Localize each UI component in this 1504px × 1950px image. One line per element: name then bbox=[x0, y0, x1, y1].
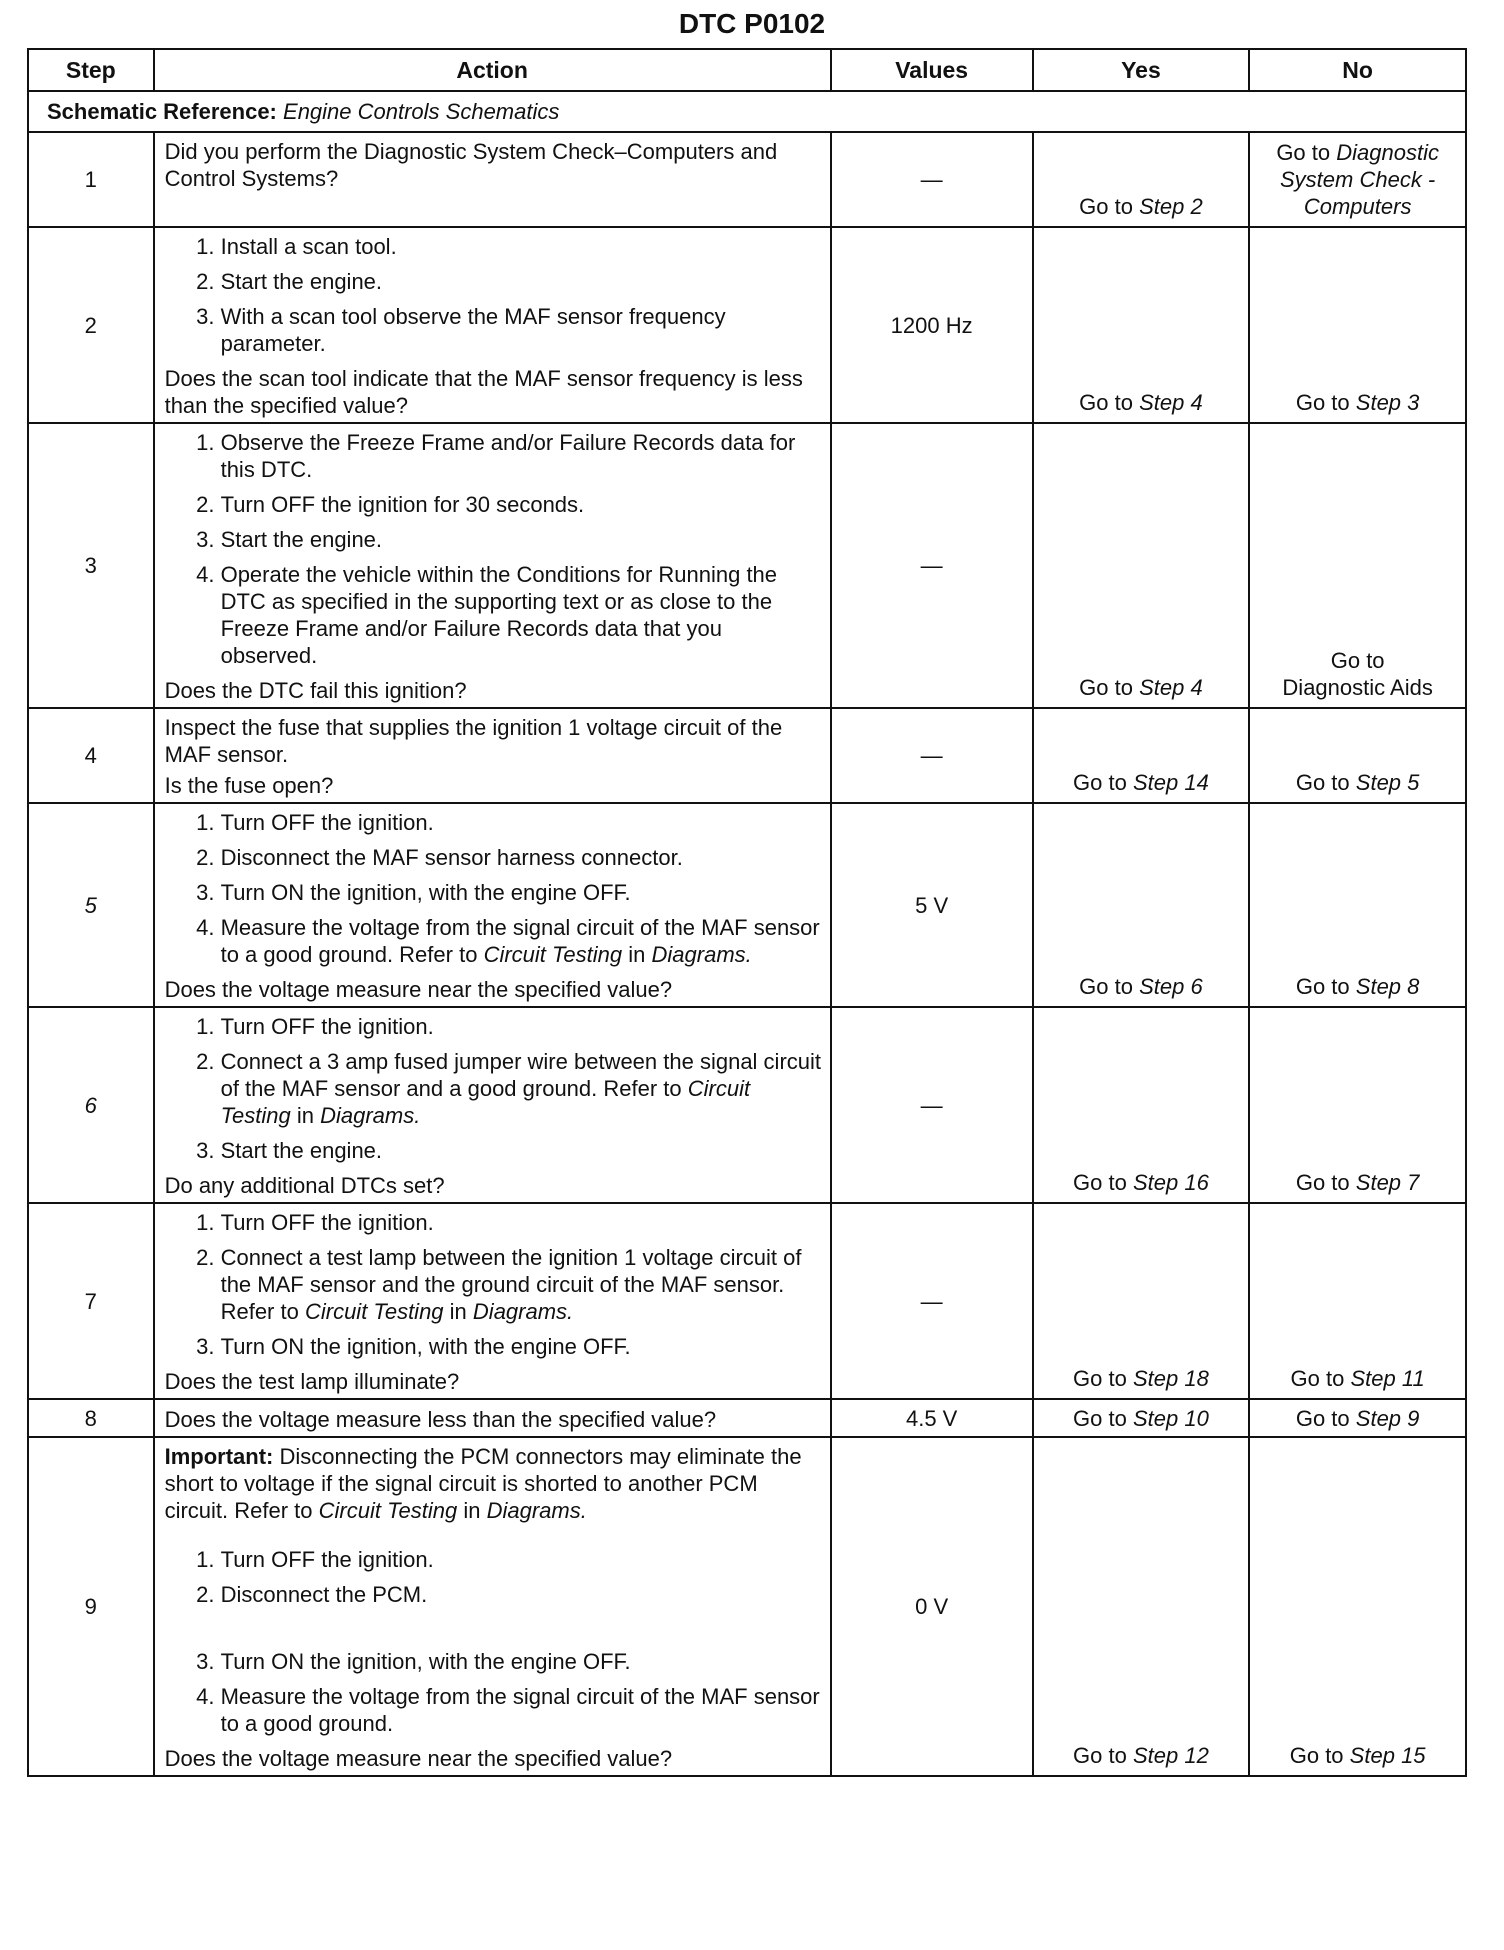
question: Does the voltage measure near the specified value? bbox=[164, 977, 673, 1002]
schematic-label: Schematic Reference: bbox=[47, 99, 277, 124]
no-step: 5 bbox=[1407, 770, 1420, 795]
no-cell bbox=[1249, 227, 1466, 423]
header-action: Action bbox=[154, 49, 831, 91]
step-list bbox=[165, 429, 822, 669]
list-item: 1. Turn OFF the ignition. bbox=[221, 1209, 822, 1236]
no-step: 7 bbox=[1407, 1170, 1420, 1195]
go-to-label: Go to bbox=[1295, 1170, 1350, 1195]
yes-step: 14 bbox=[1184, 770, 1209, 795]
action-cell bbox=[154, 708, 831, 803]
list-item: 3. Turn ON the ignition, with the engine OFF. bbox=[221, 1333, 822, 1360]
yes-cell bbox=[1033, 423, 1250, 708]
list-text: Connect a 3 amp fused jumper wire between the signal circuit of the MAF sensor and a good ground. Refer to bbox=[220, 1049, 822, 1101]
question: Did you perform the Diagnostic System Check–Computers and Control Systems? bbox=[164, 139, 778, 191]
no-line: Go to bbox=[1276, 140, 1331, 165]
list-item: 1. Turn OFF the ignition. bbox=[221, 809, 822, 836]
step-word: Step bbox=[1355, 770, 1402, 795]
table-row bbox=[28, 708, 1466, 803]
go-to-label: Go to bbox=[1073, 1743, 1127, 1768]
go-to-label: Go to bbox=[1295, 390, 1350, 415]
table-row bbox=[28, 1203, 1466, 1399]
value-cell: 1200 Hz bbox=[831, 227, 1033, 423]
value-cell: — bbox=[831, 708, 1033, 803]
yes-cell bbox=[1033, 1437, 1250, 1776]
go-to-label: Go to bbox=[1295, 974, 1350, 999]
yes-step: 6 bbox=[1190, 974, 1203, 999]
list-item: 2. Turn OFF the ignition for 30 seconds. bbox=[221, 491, 822, 518]
list-item: 3. Start the engine. bbox=[221, 526, 822, 553]
step-word: Step bbox=[1132, 1366, 1179, 1391]
list-item: 1. Turn OFF the ignition. bbox=[221, 1546, 822, 1573]
list-text: Connect a test lamp between the ignition 1 voltage circuit of the MAF sensor and the ground circuit of the MAF sensor. Refer to bbox=[220, 1245, 802, 1324]
question: Do any additional DTCs set? bbox=[164, 1173, 445, 1198]
action-cell bbox=[154, 1399, 831, 1437]
list-item: 1. Install a scan tool. bbox=[221, 233, 822, 260]
step-list bbox=[165, 233, 822, 357]
no-line: Diagnostic Aids bbox=[1282, 675, 1433, 700]
yes-step: 4 bbox=[1190, 390, 1203, 415]
step-number: 7 bbox=[28, 1203, 154, 1399]
action-cell bbox=[154, 1437, 831, 1776]
step-number: 6 bbox=[28, 1007, 154, 1203]
list-item: 4. Operate the vehicle within the Conditions for Running the DTC as specified in the supporting text or as close to the Freeze Frame and/or Failure Records data that you observed. bbox=[221, 561, 822, 669]
list-item: 2. Disconnect the PCM. bbox=[221, 1581, 822, 1608]
step-word: Step bbox=[1132, 1743, 1179, 1768]
no-cell bbox=[1249, 708, 1466, 803]
step-word: Step bbox=[1132, 1170, 1179, 1195]
value-cell: — bbox=[831, 423, 1033, 708]
step-word: Step bbox=[1350, 1366, 1396, 1391]
go-to-label: Go to bbox=[1289, 1743, 1344, 1768]
go-to-label: Go to bbox=[1073, 1366, 1127, 1391]
header-row bbox=[28, 49, 1466, 91]
action-cell bbox=[154, 423, 831, 708]
go-to-label: Go to bbox=[1295, 1405, 1350, 1431]
go-to-label: Go to bbox=[1073, 1170, 1127, 1195]
action-text: Inspect the fuse that supplies the ignition 1 voltage circuit of the MAF sensor. bbox=[164, 715, 783, 767]
step-list bbox=[165, 1013, 822, 1164]
list-item: 2. Start the engine. bbox=[221, 268, 822, 295]
reference-link-text: Diagrams. bbox=[486, 1498, 587, 1523]
no-step: 3 bbox=[1407, 390, 1420, 415]
yes-step: 4 bbox=[1190, 675, 1203, 700]
list-item: 3. Turn ON the ignition, with the engine OFF. bbox=[221, 1648, 822, 1675]
value-cell: 4.5 V bbox=[831, 1399, 1033, 1437]
no-step: 9 bbox=[1407, 1405, 1420, 1431]
table-row bbox=[28, 423, 1466, 708]
table-row bbox=[28, 803, 1466, 1007]
table-row bbox=[28, 1399, 1466, 1437]
action-cell bbox=[154, 1203, 831, 1399]
no-cell bbox=[1249, 132, 1466, 227]
step-number: 4 bbox=[28, 708, 154, 803]
yes-cell bbox=[1033, 132, 1250, 227]
step-word: Step bbox=[1132, 1405, 1179, 1431]
step-word: Step bbox=[1139, 194, 1185, 219]
step-word: Step bbox=[1355, 974, 1402, 999]
step-word: Step bbox=[1139, 675, 1185, 700]
yes-step: 10 bbox=[1184, 1405, 1209, 1431]
no-step: 11 bbox=[1401, 1366, 1425, 1391]
dtc-table bbox=[27, 48, 1467, 1777]
go-to-label: Go to bbox=[1295, 770, 1350, 795]
list-item: 3. With a scan tool observe the MAF sensor frequency parameter. bbox=[221, 303, 822, 357]
yes-step: 2 bbox=[1190, 194, 1203, 219]
step-word: Step bbox=[1139, 390, 1185, 415]
go-to-label: Go to bbox=[1079, 390, 1133, 415]
no-line-italic: Diagnostic bbox=[1336, 140, 1439, 165]
question: Does the test lamp illuminate? bbox=[164, 1369, 460, 1394]
step-number: 8 bbox=[28, 1399, 154, 1437]
reference-link-text: Circuit Testing bbox=[220, 1076, 751, 1128]
table-row bbox=[28, 1437, 1466, 1776]
important-text: Disconnecting the PCM connectors may eliminate the short to voltage if the signal circuit is shorted to another PCM circuit. Refer to bbox=[164, 1444, 802, 1523]
no-cell bbox=[1249, 803, 1466, 1007]
reference-link-text: Circuit Testing bbox=[304, 1299, 444, 1324]
header-values: Values bbox=[831, 49, 1033, 91]
no-cell bbox=[1249, 423, 1466, 708]
go-to-label: Go to bbox=[1079, 675, 1133, 700]
step-list bbox=[165, 809, 822, 968]
list-item: 1. Observe the Freeze Frame and/or Failure Records data for this DTC. bbox=[221, 429, 822, 483]
list-item: 3. Turn ON the ignition, with the engine OFF. bbox=[221, 879, 822, 906]
step-word: Step bbox=[1355, 1170, 1402, 1195]
list-item bbox=[221, 914, 822, 968]
list-item: 1. Turn OFF the ignition. bbox=[221, 1013, 822, 1040]
no-cell bbox=[1249, 1399, 1466, 1437]
no-cell bbox=[1249, 1203, 1466, 1399]
value-cell: — bbox=[831, 1007, 1033, 1203]
step-word: Step bbox=[1355, 1405, 1402, 1431]
step-list bbox=[165, 1546, 822, 1737]
step-number: 2 bbox=[28, 227, 154, 423]
go-to-label: Go to bbox=[1290, 1366, 1345, 1391]
no-step: 8 bbox=[1407, 974, 1420, 999]
step-number: 3 bbox=[28, 423, 154, 708]
value-cell: 5 V bbox=[831, 803, 1033, 1007]
reference-link-text: Diagrams. bbox=[651, 942, 752, 967]
yes-cell bbox=[1033, 1203, 1250, 1399]
header-no: No bbox=[1249, 49, 1466, 91]
yes-cell bbox=[1033, 1007, 1250, 1203]
value-cell: — bbox=[831, 1203, 1033, 1399]
reference-link-text: Diagrams. bbox=[320, 1103, 421, 1128]
value-cell: — bbox=[831, 132, 1033, 227]
header-yes: Yes bbox=[1033, 49, 1250, 91]
question: Does the voltage measure less than the specified value? bbox=[164, 1406, 717, 1432]
list-text: in bbox=[449, 1299, 467, 1324]
list-text: Measure the voltage from the signal circuit of the MAF sensor to a good ground. Refer to bbox=[220, 915, 820, 967]
yes-cell bbox=[1033, 803, 1250, 1007]
action-cell bbox=[154, 132, 831, 227]
step-word: Step bbox=[1132, 770, 1179, 795]
header-step: Step bbox=[28, 49, 154, 91]
go-to-label: Go to bbox=[1073, 1405, 1127, 1431]
go-to-label: Go to bbox=[1073, 770, 1127, 795]
no-cell bbox=[1249, 1437, 1466, 1776]
table-row bbox=[28, 1007, 1466, 1203]
yes-cell bbox=[1033, 708, 1250, 803]
question: Is the fuse open? bbox=[164, 773, 334, 798]
action-cell bbox=[154, 227, 831, 423]
yes-step: 18 bbox=[1184, 1366, 1209, 1391]
no-step: 15 bbox=[1401, 1743, 1426, 1768]
question: Does the voltage measure near the specified value? bbox=[164, 1746, 673, 1771]
schematic-reference bbox=[28, 91, 1466, 132]
value-cell: 0 V bbox=[831, 1437, 1033, 1776]
yes-cell bbox=[1033, 1399, 1250, 1437]
step-number: 1 bbox=[28, 132, 154, 227]
list-item bbox=[221, 1244, 822, 1325]
reference-link-text: Circuit Testing bbox=[483, 942, 623, 967]
step-list bbox=[165, 1209, 822, 1360]
go-to-label: Go to bbox=[1079, 974, 1133, 999]
yes-step: 12 bbox=[1184, 1743, 1209, 1768]
page-title: DTC P0102 bbox=[678, 8, 826, 39]
step-number: 5 bbox=[28, 803, 154, 1007]
table-row bbox=[28, 227, 1466, 423]
step-word: Step bbox=[1355, 390, 1402, 415]
action-cell bbox=[154, 1007, 831, 1203]
step-word: Step bbox=[1349, 1743, 1395, 1768]
reference-link-text: Diagrams. bbox=[472, 1299, 574, 1324]
list-text: in bbox=[296, 1103, 314, 1128]
list-item: 4. Measure the voltage from the signal circuit of the MAF sensor to a good ground. bbox=[221, 1683, 822, 1737]
question: Does the DTC fail this ignition? bbox=[164, 678, 467, 703]
step-word: Step bbox=[1139, 974, 1185, 999]
no-line-italic: Computers bbox=[1303, 194, 1412, 219]
step-number: 9 bbox=[28, 1437, 154, 1776]
important-label: Important: bbox=[164, 1444, 274, 1469]
list-item bbox=[221, 1048, 822, 1129]
action-cell bbox=[154, 803, 831, 1007]
important-text: in bbox=[463, 1498, 481, 1523]
yes-step: 16 bbox=[1184, 1170, 1209, 1195]
go-to-label: Go to bbox=[1079, 194, 1133, 219]
list-text: in bbox=[628, 942, 646, 967]
list-item: 3. Start the engine. bbox=[221, 1137, 822, 1164]
schematic-row bbox=[28, 91, 1466, 132]
list-item: 2. Disconnect the MAF sensor harness connector. bbox=[221, 844, 822, 871]
table-row bbox=[28, 132, 1466, 227]
schematic-value: Engine Controls Schematics bbox=[283, 99, 560, 124]
question: Does the scan tool indicate that the MAF sensor frequency is less than the specified value? bbox=[164, 366, 803, 418]
no-line-italic: System Check - bbox=[1280, 167, 1436, 192]
yes-cell bbox=[1033, 227, 1250, 423]
no-cell bbox=[1249, 1007, 1466, 1203]
important-note bbox=[165, 1443, 822, 1524]
no-line: Go to bbox=[1330, 648, 1385, 673]
reference-link-text: Circuit Testing bbox=[318, 1498, 458, 1523]
